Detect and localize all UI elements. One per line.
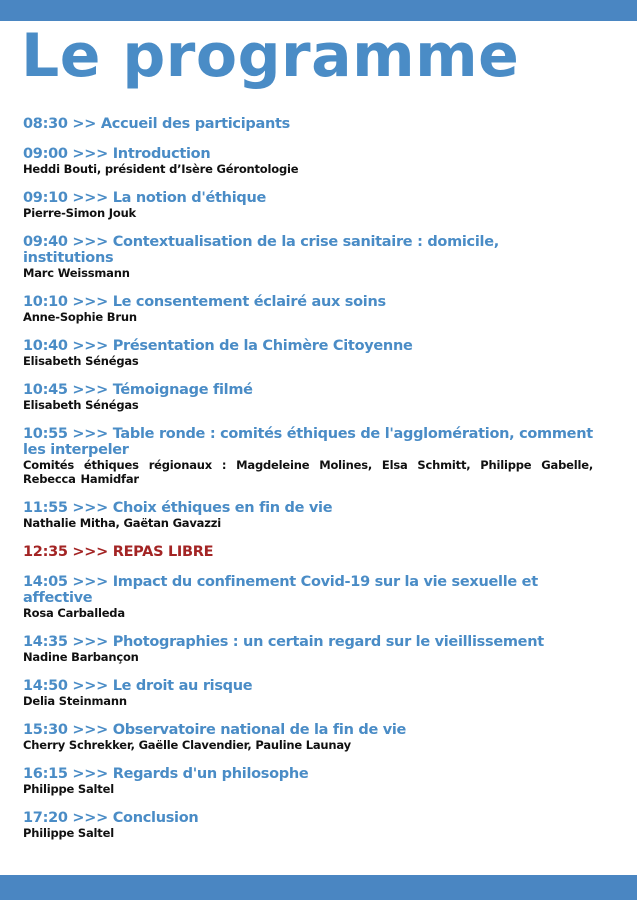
program-item-title: 14:50 >>> Le droit au risque	[23, 678, 253, 694]
program-item	[23, 234, 593, 280]
program-item-speaker: Heddi Bouti, président d’Isère Gérontologie	[23, 162, 299, 176]
program-item-title: 14:05 >>> Impact du confinement Covid-19 sur la vie sexuelle et affective	[23, 574, 538, 606]
program-item-speaker: Comités éthiques régionaux : Magdeleine Molines, Elsa Schmitt, Philippe Gabelle, Rebecca Hamidfar	[23, 458, 593, 486]
program-item	[23, 190, 593, 220]
program-item	[23, 338, 593, 368]
program-item-speaker: Philippe Saltel	[23, 782, 114, 796]
program-item-speaker: Philippe Saltel	[23, 826, 114, 840]
program-item-title: 15:30 >>> Observatoire national de la fin de vie	[23, 722, 407, 738]
program-item-speaker: Marc Weissmann	[23, 266, 130, 280]
program-item	[23, 146, 593, 176]
program-item-speaker: Rosa Carballeda	[23, 606, 125, 620]
program-item	[23, 722, 593, 752]
program-item-speaker: Nadine Barbançon	[23, 650, 139, 664]
program-item	[23, 294, 593, 324]
program-item-title: 10:45 >>> Témoignage filmé	[23, 382, 253, 398]
bottom-banner	[0, 875, 637, 900]
program-item	[23, 382, 593, 412]
program-item-speaker: Nathalie Mitha, Gaëtan Gavazzi	[23, 516, 221, 530]
page-title: Le programme	[21, 21, 520, 91]
program-item-title: 09:00 >>> Introduction	[23, 146, 211, 162]
program-item	[23, 810, 593, 840]
program-item	[23, 574, 593, 620]
lunch-break-title: 12:35 >>> REPAS LIBRE	[23, 544, 214, 560]
program-item	[23, 426, 593, 486]
program-item-speaker: Cherry Schrekker, Gaëlle Clavendier, Pauline Launay	[23, 738, 351, 752]
program-item-speaker: Delia Steinmann	[23, 694, 127, 708]
program-item-title: 08:30 >> Accueil des participants	[23, 116, 290, 132]
program-item-title: 09:10 >>> La notion d'éthique	[23, 190, 267, 206]
program-item	[23, 678, 593, 708]
program-item-title: 11:55 >>> Choix éthiques en fin de vie	[23, 500, 333, 516]
program-item-speaker: Pierre-Simon Jouk	[23, 206, 136, 220]
program-item	[23, 634, 593, 664]
top-banner	[0, 0, 637, 21]
program-item-lunch	[23, 544, 593, 560]
program-item	[23, 116, 593, 132]
program-item-speaker: Elisabeth Sénégas	[23, 398, 139, 412]
program-item-title: 09:40 >>> Contextualisation de la crise sanitaire : domicile, institutions	[23, 234, 499, 266]
program-item	[23, 500, 593, 530]
program-item-title: 10:10 >>> Le consentement éclairé aux soins	[23, 294, 386, 310]
program-item-title: 10:40 >>> Présentation de la Chimère Citoyenne	[23, 338, 413, 354]
program-item-title: 17:20 >>> Conclusion	[23, 810, 199, 826]
program-item-title: 16:15 >>> Regards d'un philosophe	[23, 766, 309, 782]
program-item-speaker: Anne-Sophie Brun	[23, 310, 137, 324]
program-list	[23, 116, 593, 854]
program-item-title: 14:35 >>> Photographies : un certain regard sur le vieillissement	[23, 634, 544, 650]
program-item-speaker: Elisabeth Sénégas	[23, 354, 139, 368]
program-item	[23, 766, 593, 796]
program-item-title: 10:55 >>> Table ronde : comités éthiques de l'agglomération, comment les interpeler	[23, 426, 593, 458]
